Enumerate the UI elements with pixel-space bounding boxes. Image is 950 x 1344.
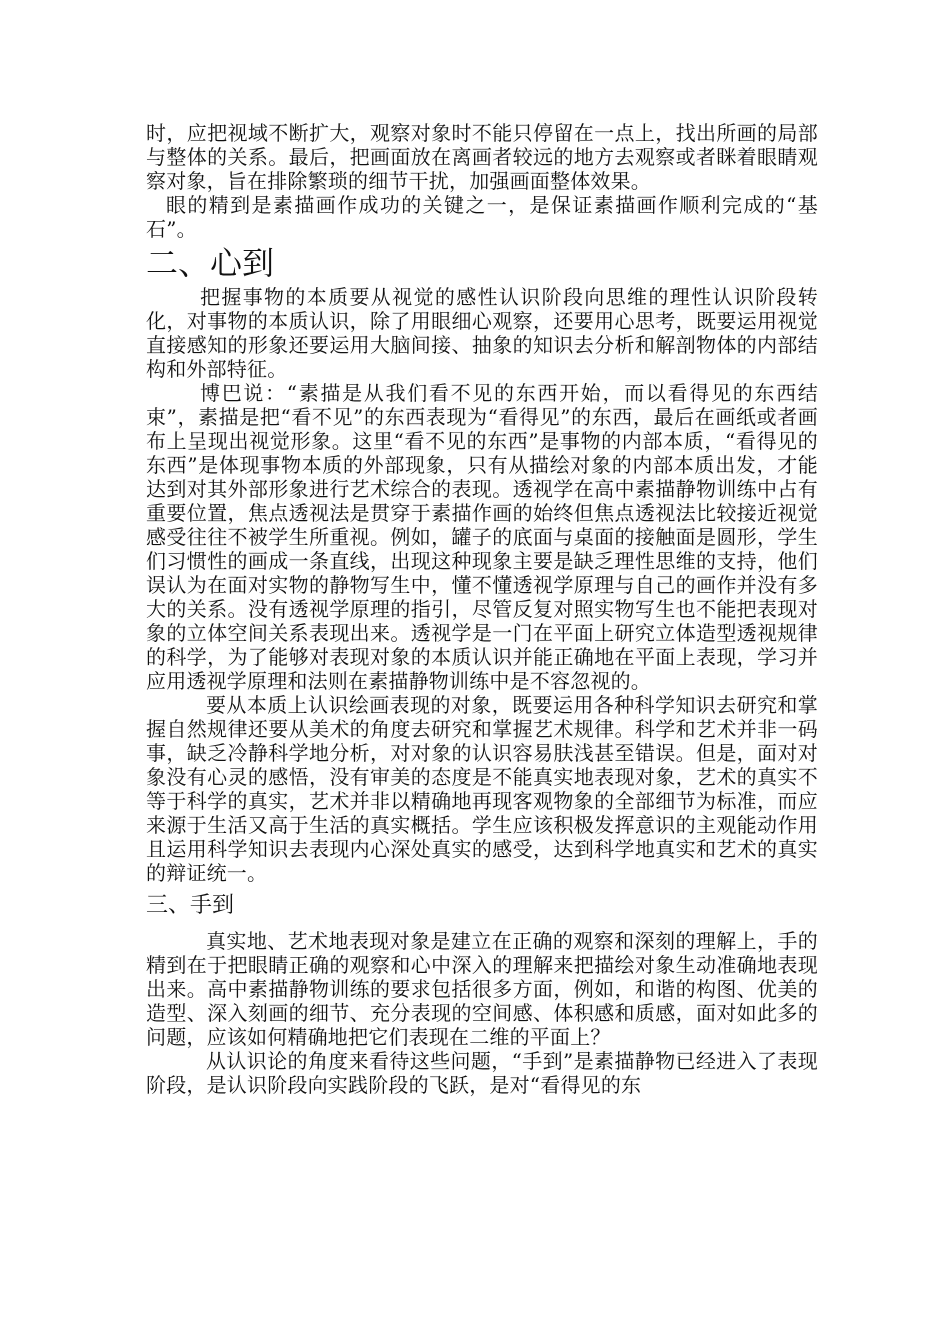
paragraph-eye-summary: 眼的精到是素描画作成功的关键之一，是保证素描画作顺利完成的“基石”。: [146, 193, 818, 241]
section-heading-heart: 二、心到: [146, 244, 275, 282]
paragraph-heart-essence: 把握事物的本质要从视觉的感性认识阶段向思维的理性认识阶段转化，对事物的本质认识，除了用眼细心观察，还要用心思考，既要运用视觉直接感知的形象还要运用大脑间接、抽象的知识去分析和解剖物体的内部结构和外部特征。: [146, 285, 818, 381]
document-page: [146, 121, 818, 1097]
section-heading-hand: 三、手到: [146, 893, 235, 918]
paragraph-epistemology: 从认识论的角度来看待这些问题，“手到”是素描静物已经进入了表现阶段，是认识阶段向实践阶段的飞跃，是对“看得见的东: [146, 1049, 818, 1097]
paragraph-hand-expression: 真实地、艺术地表现对象是建立在正确的观察和深刻的理解上，手的精到在于把眼睛正确的观察和心中深入的理解来把描绘对象生动准确地表现出来。高中素描静物训练的要求包括很多方面，例如，和谐的构图、优美的造型、深入刻画的细节、充分表现的空间感、体积感和质感，面对如此多的问题，应该如何精确地把它们表现在二维的平面上？: [146, 929, 818, 1049]
paragraph-science-art: 要从本质上认识绘画表现的对象，既要运用各种科学知识去研究和掌握自然规律还要从美术的角度去研究和掌握艺术规律。科学和艺术并非一码事，缺乏冷静科学地分析，对对象的认识容易肤浅甚至错误。但是，面对对象没有心灵的感悟，没有审美的态度是不能真实地表现对象，艺术的真实不等于科学的真实，艺术并非以精确地再现客观物象的全部细节为标准，而应来源于生活又高于生活的真实概括。学生应该积极发挥意识的主观能动作用且运用科学知识去表现内心深处真实的感受，达到科学地真实和艺术的真实的辩证统一。: [146, 693, 818, 885]
paragraph-observation-continued: 时，应把视域不断扩大，观察对象时不能只停留在一点上，找出所画的局部与整体的关系。最后，把画面放在离画者较远的地方去观察或者眯着眼睛观察对象，旨在排除繁琐的细节干扰，加强画面整体效果。: [146, 121, 818, 193]
paragraph-boba-quote: 博巴说：“素描是从我们看不见的东西开始，而以看得见的东西结束”，素描是把“看不见”的东西表现为“看得见”的东西，最后在画纸或者画布上呈现出视觉形象。这里“看不见的东西”是事物的内部本质，“看得见的东西”是体现事物本质的外部现象，只有从描绘对象的内部本质出发，才能达到对其外部形象进行艺术综合的表现。透视学在高中素描静物训练中占有重要位置，焦点透视法是贯穿于素描作画的始终但焦点透视法比较接近视觉感受往往不被学生所重视。例如，罐子的底面与桌面的接触面是圆形，学生们习惯性的画成一条直线，出现这种现象主要是缺乏理性思维的支持，他们误认为在面对实物的静物写生中，懂不懂透视学原理与自己的画作并没有多大的关系。没有透视学原理的指引，尽管反复对照实物写生也不能把表现对象的立体空间关系表现出来。透视学是一门在平面上研究立体造型透视规律的科学，为了能够对表现对象的本质认识并能正确地在平面上表现，学习并应用透视学原理和法则在素描静物训练中是不容忽视的。: [146, 381, 818, 693]
